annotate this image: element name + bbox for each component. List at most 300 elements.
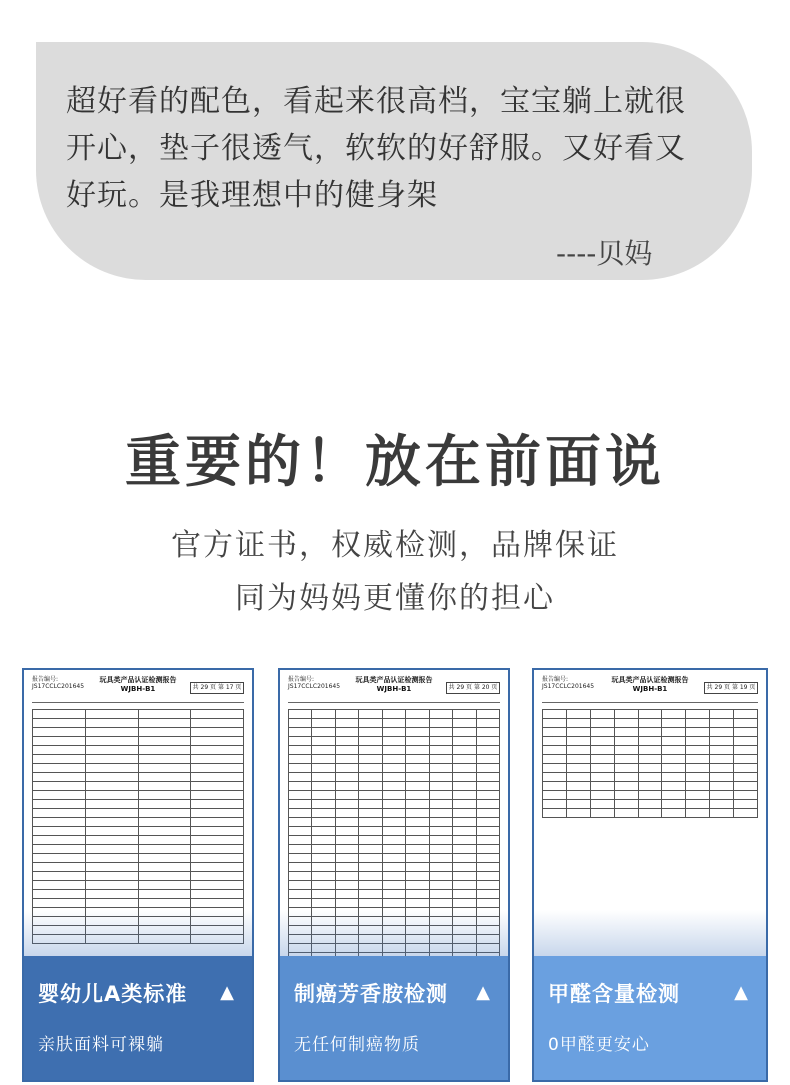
report-cell xyxy=(33,773,86,782)
report-cell xyxy=(312,863,335,872)
report-cell xyxy=(429,764,452,773)
report-cell xyxy=(638,782,662,791)
report-cell xyxy=(662,791,686,800)
report-cell xyxy=(710,746,734,755)
report-cell xyxy=(138,728,191,737)
report-cell xyxy=(335,764,358,773)
report-cell xyxy=(312,881,335,890)
report-cell xyxy=(85,863,138,872)
report-cell xyxy=(590,782,614,791)
report-cell xyxy=(406,854,429,863)
report-cell xyxy=(638,773,662,782)
report-cell xyxy=(566,791,590,800)
report-cell xyxy=(312,710,335,719)
report-cell xyxy=(638,809,662,818)
report-cell xyxy=(33,728,86,737)
report-cell xyxy=(476,863,500,872)
report-cell xyxy=(359,809,382,818)
report-cell xyxy=(382,890,405,899)
report-cell xyxy=(590,719,614,728)
report-cell xyxy=(335,881,358,890)
report-cell xyxy=(359,845,382,854)
report-cell xyxy=(33,818,86,827)
report-cell xyxy=(710,782,734,791)
report-cell xyxy=(429,845,452,854)
report-cell xyxy=(614,773,638,782)
report-cell xyxy=(406,764,429,773)
card-footer xyxy=(280,956,508,1080)
report-cell xyxy=(543,755,567,764)
report-title: 玩具类产品认证检测报告 WJBH-B1 xyxy=(611,676,689,693)
report-cell xyxy=(138,818,191,827)
report-cell xyxy=(359,818,382,827)
review-signature: ----贝妈 xyxy=(556,237,653,270)
report-cell xyxy=(289,746,312,755)
cert-card-formaldehyde[interactable] xyxy=(532,668,768,1082)
report-cell xyxy=(566,773,590,782)
card-subtitle: 无任何制癌物质 xyxy=(294,1035,420,1055)
report-cell xyxy=(590,746,614,755)
report-cell xyxy=(734,800,758,809)
report-cell xyxy=(85,728,138,737)
report-cell xyxy=(429,818,452,827)
report-cell xyxy=(543,809,567,818)
report-cell xyxy=(710,728,734,737)
report-cell xyxy=(662,809,686,818)
report-cell xyxy=(406,890,429,899)
report-cell xyxy=(138,809,191,818)
report-cell xyxy=(359,863,382,872)
report-cell xyxy=(476,854,500,863)
report-cell xyxy=(138,827,191,836)
report-cell xyxy=(429,782,452,791)
triangle-up-icon[interactable]: ▲ xyxy=(476,982,490,1003)
subline-mom: 同为妈妈更懂你的担心 xyxy=(235,581,555,616)
report-cell xyxy=(335,863,358,872)
report-cell xyxy=(453,899,476,908)
report-cell xyxy=(335,755,358,764)
report-cell xyxy=(710,800,734,809)
report-cell xyxy=(359,791,382,800)
report-cell xyxy=(335,827,358,836)
report-cell xyxy=(382,854,405,863)
report-cell xyxy=(429,899,452,908)
report-cell xyxy=(33,854,86,863)
card-title: 婴幼儿A类标准 xyxy=(38,982,188,1006)
report-cell xyxy=(543,764,567,773)
report-cell xyxy=(359,728,382,737)
report-cell xyxy=(289,791,312,800)
report-cell xyxy=(359,755,382,764)
report-cell xyxy=(453,881,476,890)
headline: 重要的！放在前面说 xyxy=(125,430,665,495)
report-cell xyxy=(614,800,638,809)
report-cell xyxy=(289,755,312,764)
report-cell xyxy=(191,881,244,890)
report-cell xyxy=(406,755,429,764)
report-cell xyxy=(138,791,191,800)
report-cell xyxy=(33,836,86,845)
report-cell xyxy=(359,719,382,728)
report-cell xyxy=(191,773,244,782)
report-cell xyxy=(359,773,382,782)
report-cell xyxy=(191,863,244,872)
report-cell xyxy=(686,773,710,782)
report-cell xyxy=(429,872,452,881)
report-cell xyxy=(734,746,758,755)
report-cell xyxy=(191,782,244,791)
report-cell xyxy=(382,719,405,728)
report-cell xyxy=(614,764,638,773)
report-cell xyxy=(312,773,335,782)
report-cell xyxy=(33,890,86,899)
report-cell xyxy=(85,737,138,746)
report-cell xyxy=(686,791,710,800)
report-cell xyxy=(406,782,429,791)
report-cell xyxy=(406,845,429,854)
report-cell xyxy=(191,791,244,800)
report-cell xyxy=(33,827,86,836)
report-page: 共 29 页 第 20 页 xyxy=(446,682,500,694)
report-cell xyxy=(191,746,244,755)
report-cell xyxy=(289,863,312,872)
report-cell xyxy=(429,728,452,737)
report-cell xyxy=(686,737,710,746)
report-cell xyxy=(335,728,358,737)
report-cell xyxy=(686,800,710,809)
report-cell xyxy=(85,872,138,881)
report-cell xyxy=(312,764,335,773)
triangle-up-icon[interactable]: ▲ xyxy=(734,982,748,1003)
report-cell xyxy=(710,710,734,719)
report-cell xyxy=(191,845,244,854)
report-cell xyxy=(289,764,312,773)
report-cell xyxy=(33,755,86,764)
report-cell xyxy=(359,710,382,719)
report-cell xyxy=(382,782,405,791)
report-cell xyxy=(662,773,686,782)
report-cell xyxy=(191,737,244,746)
report-table xyxy=(542,709,758,818)
report-cell xyxy=(359,737,382,746)
report-cell xyxy=(191,890,244,899)
report-cell xyxy=(138,800,191,809)
report-cell xyxy=(566,719,590,728)
report-cell xyxy=(191,755,244,764)
report-cell xyxy=(406,728,429,737)
card-title: 制癌芳香胺检测 xyxy=(294,982,448,1006)
report-cell xyxy=(406,800,429,809)
card-subtitle: 亲肤面料可裸躺 xyxy=(38,1035,164,1055)
report-cell xyxy=(476,746,500,755)
report-cell xyxy=(710,755,734,764)
report-cell xyxy=(476,818,500,827)
report-cell xyxy=(543,791,567,800)
report-cell xyxy=(33,791,86,800)
report-cell xyxy=(406,746,429,755)
report-cell xyxy=(476,728,500,737)
report-cell xyxy=(614,782,638,791)
report-cell xyxy=(710,737,734,746)
report-cell xyxy=(85,773,138,782)
report-cell xyxy=(429,881,452,890)
report-cell xyxy=(191,800,244,809)
report-number: 报告编号: JS17CCLC201645 xyxy=(288,676,341,690)
report-cell xyxy=(359,827,382,836)
report-cell xyxy=(686,710,710,719)
report-cell xyxy=(138,899,191,908)
report-cell xyxy=(476,710,500,719)
report-title: 玩具类产品认证检测报告 WJBH-B1 xyxy=(355,676,433,693)
report-cell xyxy=(590,809,614,818)
report-cell xyxy=(85,764,138,773)
report-title: 玩具类产品认证检测报告 WJBH-B1 xyxy=(99,676,177,693)
report-cell xyxy=(543,710,567,719)
report-cell xyxy=(429,719,452,728)
report-cell xyxy=(33,719,86,728)
report-cell xyxy=(453,791,476,800)
report-cell xyxy=(453,737,476,746)
report-cell xyxy=(312,809,335,818)
report-cell xyxy=(312,782,335,791)
report-cell xyxy=(543,746,567,755)
report-cell xyxy=(289,773,312,782)
report-cell xyxy=(138,782,191,791)
report-cell xyxy=(85,890,138,899)
report-cell xyxy=(359,782,382,791)
report-cell xyxy=(85,800,138,809)
report-cell xyxy=(312,890,335,899)
report-cell xyxy=(406,719,429,728)
report-cell xyxy=(662,728,686,737)
report-cell xyxy=(429,809,452,818)
report-cell xyxy=(289,899,312,908)
report-cell xyxy=(543,782,567,791)
report-cell xyxy=(686,809,710,818)
report-cell xyxy=(382,800,405,809)
report-cell xyxy=(312,818,335,827)
report-cell xyxy=(614,728,638,737)
report-cell xyxy=(406,818,429,827)
report-cell xyxy=(662,800,686,809)
report-cell xyxy=(335,791,358,800)
report-cell xyxy=(686,746,710,755)
report-cell xyxy=(138,863,191,872)
report-cell xyxy=(429,755,452,764)
report-cell xyxy=(289,890,312,899)
report-cell xyxy=(476,737,500,746)
report-cell xyxy=(33,737,86,746)
report-cell xyxy=(359,854,382,863)
report-cell xyxy=(453,845,476,854)
report-cell xyxy=(734,755,758,764)
report-cell xyxy=(710,719,734,728)
report-cell xyxy=(614,710,638,719)
report-cell xyxy=(382,809,405,818)
report-cell xyxy=(429,710,452,719)
report-cell xyxy=(382,764,405,773)
report-cell xyxy=(138,836,191,845)
report-cell xyxy=(191,872,244,881)
report-cell xyxy=(289,719,312,728)
report-cell xyxy=(406,773,429,782)
report-cell xyxy=(335,818,358,827)
report-cell xyxy=(382,872,405,881)
report-cell xyxy=(191,764,244,773)
report-cell xyxy=(453,710,476,719)
report-cell xyxy=(85,836,138,845)
report-cell xyxy=(382,773,405,782)
report-cell xyxy=(289,800,312,809)
report-cell xyxy=(382,710,405,719)
report-cell xyxy=(543,719,567,728)
report-cell xyxy=(662,710,686,719)
report-cell xyxy=(382,845,405,854)
report-cell xyxy=(453,818,476,827)
report-cell xyxy=(138,890,191,899)
report-cell xyxy=(191,854,244,863)
report-cell xyxy=(85,782,138,791)
report-cell xyxy=(710,773,734,782)
report-cell xyxy=(453,890,476,899)
report-cell xyxy=(566,710,590,719)
report-cell xyxy=(33,872,86,881)
report-cell xyxy=(476,764,500,773)
report-cell xyxy=(453,719,476,728)
report-cell xyxy=(638,719,662,728)
report-cell xyxy=(289,854,312,863)
report-cell xyxy=(406,737,429,746)
report-cell xyxy=(453,863,476,872)
report-cell xyxy=(138,845,191,854)
report-cell xyxy=(85,818,138,827)
report-cell xyxy=(476,890,500,899)
report-cell xyxy=(85,881,138,890)
report-cell xyxy=(638,764,662,773)
report-cell xyxy=(638,755,662,764)
report-cell xyxy=(312,899,335,908)
cert-card-aromatic-amine[interactable] xyxy=(278,668,510,1082)
report-cell xyxy=(359,881,382,890)
report-cell xyxy=(453,773,476,782)
report-cell xyxy=(289,728,312,737)
report-cell xyxy=(312,719,335,728)
report-cell xyxy=(85,827,138,836)
report-cell xyxy=(138,773,191,782)
report-cell xyxy=(429,854,452,863)
report-cell xyxy=(289,782,312,791)
report-cell xyxy=(289,737,312,746)
report-cell xyxy=(406,899,429,908)
report-cell xyxy=(335,719,358,728)
report-cell xyxy=(312,791,335,800)
card-title: 甲醛含量检测 xyxy=(548,982,680,1006)
report-cell xyxy=(138,710,191,719)
report-cell xyxy=(312,854,335,863)
report-cell xyxy=(686,764,710,773)
report-cell xyxy=(359,746,382,755)
report-cell xyxy=(138,764,191,773)
report-cell xyxy=(476,872,500,881)
report-cell xyxy=(476,899,500,908)
report-cell xyxy=(590,764,614,773)
report-cell xyxy=(138,746,191,755)
report-cell xyxy=(590,728,614,737)
report-cell xyxy=(686,755,710,764)
report-cell xyxy=(590,755,614,764)
report-cell xyxy=(476,881,500,890)
report-cell xyxy=(453,836,476,845)
card-footer xyxy=(534,956,766,1080)
report-cell xyxy=(566,737,590,746)
report-cell xyxy=(335,899,358,908)
report-cell xyxy=(453,854,476,863)
report-cell xyxy=(359,764,382,773)
report-cell xyxy=(453,872,476,881)
report-cell xyxy=(191,818,244,827)
report-cell xyxy=(453,728,476,737)
report-cell xyxy=(476,827,500,836)
report-cell xyxy=(429,773,452,782)
report-cell xyxy=(335,845,358,854)
report-cell xyxy=(191,719,244,728)
report-cell xyxy=(85,899,138,908)
report-cell xyxy=(476,773,500,782)
report-cell xyxy=(453,827,476,836)
report-page: 共 29 页 第 19 页 xyxy=(704,682,758,694)
report-cell xyxy=(453,809,476,818)
report-cell xyxy=(33,710,86,719)
report-cell xyxy=(543,728,567,737)
report-cell xyxy=(566,746,590,755)
report-cell xyxy=(566,728,590,737)
report-cell xyxy=(33,863,86,872)
report-cell xyxy=(734,782,758,791)
report-cell xyxy=(382,836,405,845)
report-cell xyxy=(85,755,138,764)
report-cell xyxy=(85,746,138,755)
report-cell xyxy=(406,881,429,890)
report-cell xyxy=(662,764,686,773)
report-cell xyxy=(590,800,614,809)
report-cell xyxy=(335,773,358,782)
report-cell xyxy=(85,710,138,719)
report-cell xyxy=(566,800,590,809)
report-cell xyxy=(359,800,382,809)
report-cell xyxy=(543,737,567,746)
report-cell xyxy=(662,782,686,791)
report-cell xyxy=(734,728,758,737)
report-cell xyxy=(312,746,335,755)
report-cell xyxy=(191,827,244,836)
report-cell xyxy=(590,773,614,782)
report-cell xyxy=(33,800,86,809)
report-cell xyxy=(590,710,614,719)
report-cell xyxy=(429,737,452,746)
report-cell xyxy=(406,827,429,836)
report-table xyxy=(32,709,244,944)
report-cell xyxy=(335,737,358,746)
report-cell xyxy=(566,755,590,764)
report-cell xyxy=(734,809,758,818)
triangle-up-icon[interactable]: ▲ xyxy=(220,982,234,1003)
report-cell xyxy=(33,764,86,773)
cert-card-a-class[interactable] xyxy=(22,668,254,1082)
report-cell xyxy=(686,782,710,791)
report-cell xyxy=(382,737,405,746)
report-cell xyxy=(85,809,138,818)
report-cell xyxy=(359,836,382,845)
